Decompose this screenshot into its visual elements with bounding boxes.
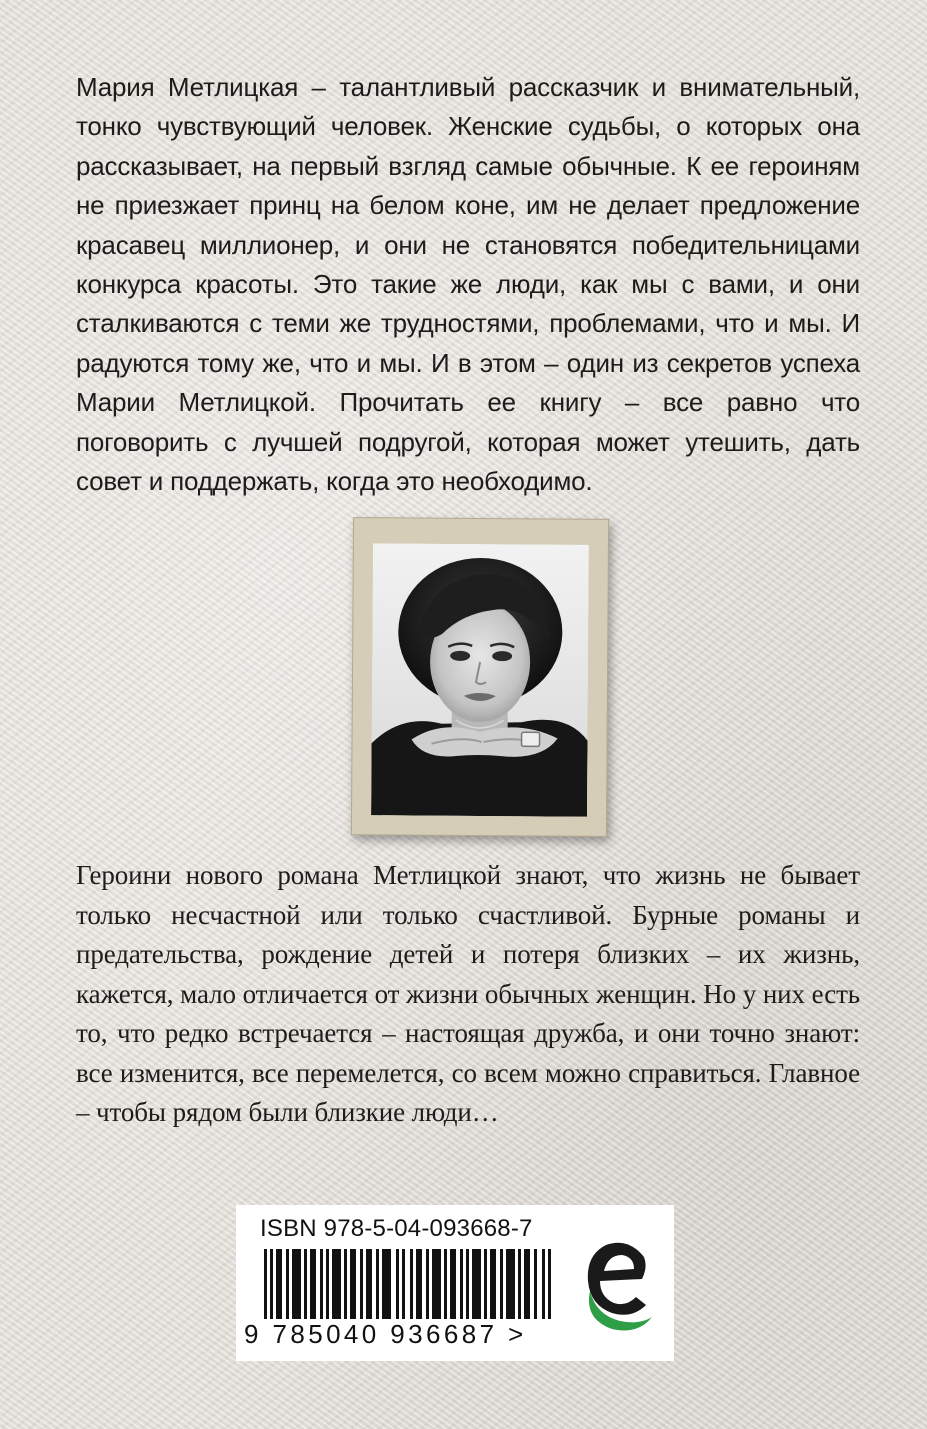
barcode-digits: 9 785040 936687 > <box>244 1319 527 1349</box>
publisher-logo-icon <box>582 1233 656 1333</box>
author-photo-frame <box>351 517 609 837</box>
author-description: Мария Метлицкая – талантливый рассказчик и внимательный, тонко чувствующий человек. Женские судьбы, о которых она рассказывает, на первый взгляд самые обычные. К ее героиням не приезжает принц на белом коне, им не делает предложение красавец миллионер, и они не становятся победительницами конкурса красоты. Это такие же люди, как мы с вами, и они сталкиваются с теми же трудностями, проблемами, что и мы. И радуются тому же, что и мы. И в этом – один из секретов успеха Марии Метлицкой. Прочитать ее книгу – все равно что поговорить с лучшей подругой, которая может утешить, дать совет и поддержать, когда это необходимо. <box>76 72 860 497</box>
barcode <box>264 1249 560 1319</box>
isbn-label: ISBN 978-5-04-093668-7 <box>260 1215 533 1242</box>
novel-annotation: Героини нового романа Метлицкой знают, что жизнь не бывает только несчастной или только счастливой. Бурные романы и предательства, рождение детей и потеря близких – их жизнь, кажется, мало отличается от жизни обычных женщин. Но у них есть то, что редко встречается – настоящая дружба, и они точно знают: все изменится, все перемелется, со всем можно справиться. Главное – чтобы рядом были близкие люди… <box>76 860 860 1127</box>
author-photo <box>371 543 589 817</box>
barcode-panel <box>236 1205 674 1361</box>
